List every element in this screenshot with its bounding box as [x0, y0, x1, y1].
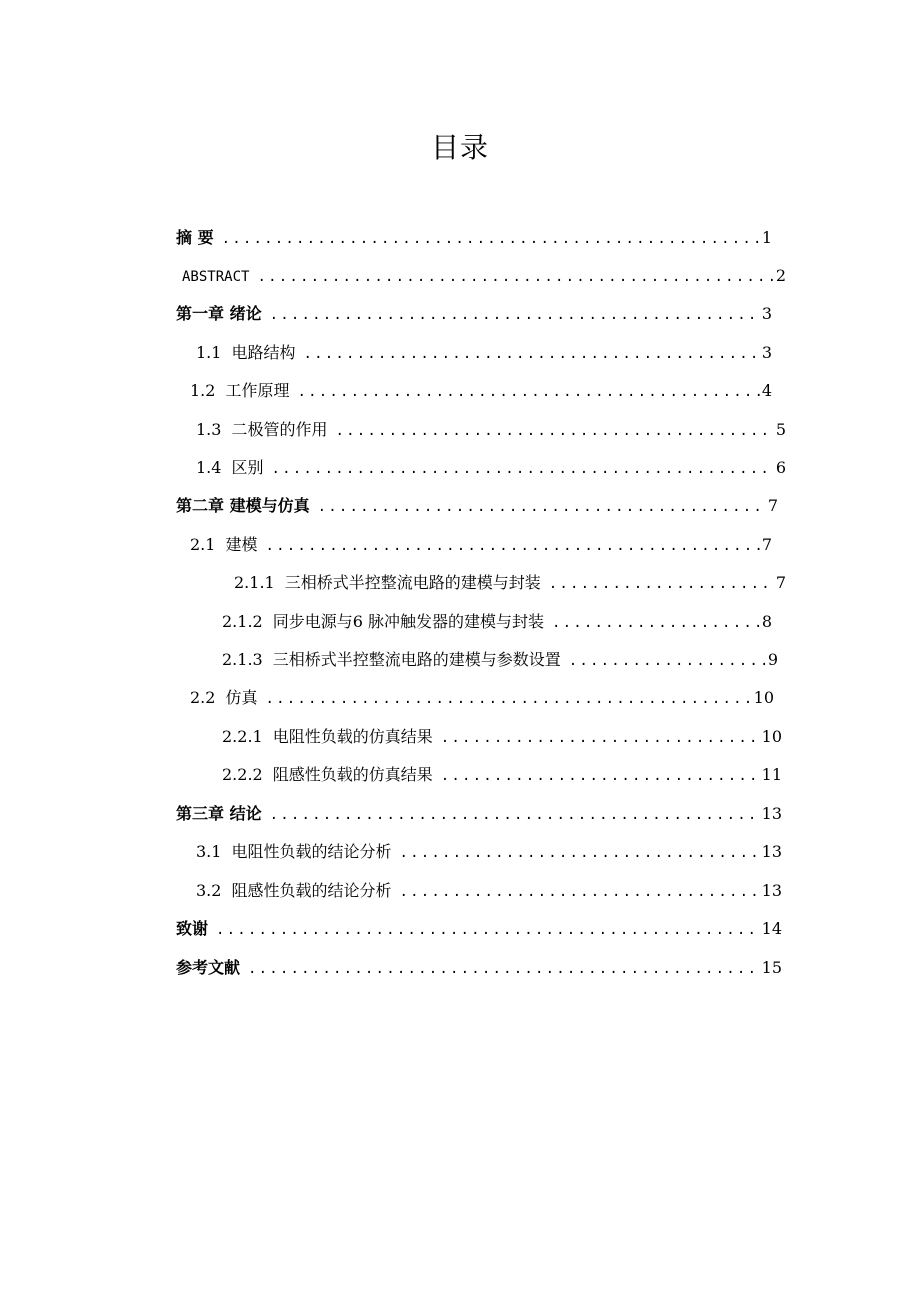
toc-entry-2-1-3[interactable]: [222, 648, 778, 672]
toc-page-number: 1: [761, 228, 772, 247]
dot-leader: [297, 380, 759, 404]
dot-leader: [270, 303, 760, 327]
toc-entry-label: 第一章 绪论: [176, 304, 262, 323]
toc-entry-label: ABSTRACT: [182, 269, 250, 285]
dot-leader: [552, 611, 760, 635]
toc-entry-2-2-1[interactable]: [222, 725, 782, 749]
toc-entry-label: 区别: [231, 458, 264, 477]
toc-entry-references[interactable]: [176, 956, 782, 980]
toc-page-number: 7: [775, 573, 786, 592]
toc-entry-label: 阻感性负载的仿真结果: [272, 765, 433, 784]
toc-entry-1-3[interactable]: [196, 418, 786, 442]
toc-section-number: 2.1.3: [222, 650, 263, 669]
toc-entry-2-2[interactable]: [190, 686, 774, 710]
toc-entry-label: 三相桥式半控整流电路的建模与参数设置: [272, 650, 561, 669]
toc-entry-label: 摘 要: [176, 228, 214, 247]
toc-entry-label: 工作原理: [225, 381, 290, 400]
toc-page-number: 8: [761, 612, 772, 631]
toc-page-number: 4: [761, 381, 772, 400]
dot-leader: [549, 572, 774, 596]
toc-entry-chapter-3[interactable]: [176, 802, 782, 826]
toc-page-number: 2: [775, 266, 786, 285]
dot-leader: [216, 918, 760, 942]
toc-entry-1-2[interactable]: [190, 379, 772, 403]
toc-entry-abstract-cn[interactable]: [176, 226, 772, 250]
toc-entry-1-1[interactable]: [196, 341, 772, 365]
toc-section-number: 2.1: [190, 535, 216, 554]
toc-entry-label: 电阻性负载的仿真结果: [272, 727, 433, 746]
toc-entry-acknowledgements[interactable]: [176, 917, 782, 941]
toc-page-number: 11: [761, 765, 782, 784]
toc-page-number: 15: [761, 958, 782, 977]
toc-entry-chapter-2[interactable]: [176, 494, 778, 518]
toc-entry-label: 第三章 结论: [176, 804, 262, 823]
dot-leader: [271, 457, 773, 481]
toc-page-number: 13: [761, 881, 782, 900]
toc-entry-2-1[interactable]: [190, 533, 772, 557]
toc-section-number: 1.2: [190, 381, 216, 400]
toc-entry-abstract-en[interactable]: [182, 264, 786, 288]
toc-entry-label: 第二章 建模与仿真: [176, 496, 310, 515]
toc-entry-chapter-1[interactable]: [176, 302, 772, 326]
toc-entry-label: 仿真: [225, 688, 258, 707]
toc-entry-label: 致谢: [176, 919, 209, 938]
toc-entry-label: 建模: [225, 535, 258, 554]
toc-page-number: 13: [761, 842, 782, 861]
toc-entry-2-1-1[interactable]: [234, 571, 786, 595]
toc-entry-label: 三相桥式半控整流电路的建模与封装: [284, 573, 541, 592]
toc-entry-label: 阻感性负载的结论分析: [231, 881, 392, 900]
toc-entry-2-1-2[interactable]: [222, 610, 772, 634]
dot-leader: [222, 227, 760, 251]
dot-leader: [265, 534, 759, 558]
toc-section-number: 1.1: [196, 343, 222, 362]
toc-section-number: 1.4: [196, 458, 222, 477]
toc-section-number: 1.3: [196, 420, 222, 439]
dot-leader: [303, 342, 759, 366]
dot-leader: [248, 957, 760, 981]
toc-section-number: 2.2.1: [222, 727, 263, 746]
toc-section-number: 2.1.1: [234, 573, 275, 592]
toc-entry-3-1[interactable]: [196, 840, 782, 864]
toc-entry-label: 同步电源与6 脉冲触发器的建模与封装: [272, 612, 544, 631]
toc-section-number: 2.2.2: [222, 765, 263, 784]
toc-entry-1-4[interactable]: [196, 456, 786, 480]
toc-page-number: 7: [761, 535, 772, 554]
toc-title: 目录: [430, 131, 489, 164]
toc-page-number: 3: [761, 343, 772, 362]
toc-page-number: 14: [761, 919, 782, 938]
dot-leader: [265, 687, 751, 711]
toc-page-number: 7: [767, 496, 778, 515]
toc-page-number: 5: [775, 420, 786, 439]
dot-leader: [270, 803, 760, 827]
dot-leader: [399, 880, 759, 904]
toc-entry-label: 二极管的作用: [231, 420, 328, 439]
dot-leader: [335, 419, 773, 443]
toc-page-number: 9: [767, 650, 778, 669]
toc-section-number: 3.1: [196, 842, 222, 861]
toc-page-number: 6: [775, 458, 786, 477]
dot-leader: [569, 649, 766, 673]
toc-page-number: 10: [761, 727, 782, 746]
toc-page-number: 3: [761, 304, 772, 323]
dot-leader: [441, 764, 760, 788]
toc-entry-2-2-2[interactable]: [222, 763, 782, 787]
toc-page-number: 13: [761, 804, 782, 823]
dot-leader: [399, 841, 759, 865]
toc-section-number: 3.2: [196, 881, 222, 900]
toc-entry-3-2[interactable]: [196, 879, 782, 903]
toc-entry-label: 电路结构: [231, 343, 296, 362]
toc-page-number: 10: [753, 688, 774, 707]
toc-entry-label: 参考文献: [176, 958, 241, 977]
toc-entry-label: 电阻性负载的结论分析: [231, 842, 392, 861]
dot-leader: [257, 265, 773, 289]
toc-section-number: 2.1.2: [222, 612, 263, 631]
dot-leader: [318, 495, 766, 519]
dot-leader: [441, 726, 760, 750]
toc-section-number: 2.2: [190, 688, 216, 707]
